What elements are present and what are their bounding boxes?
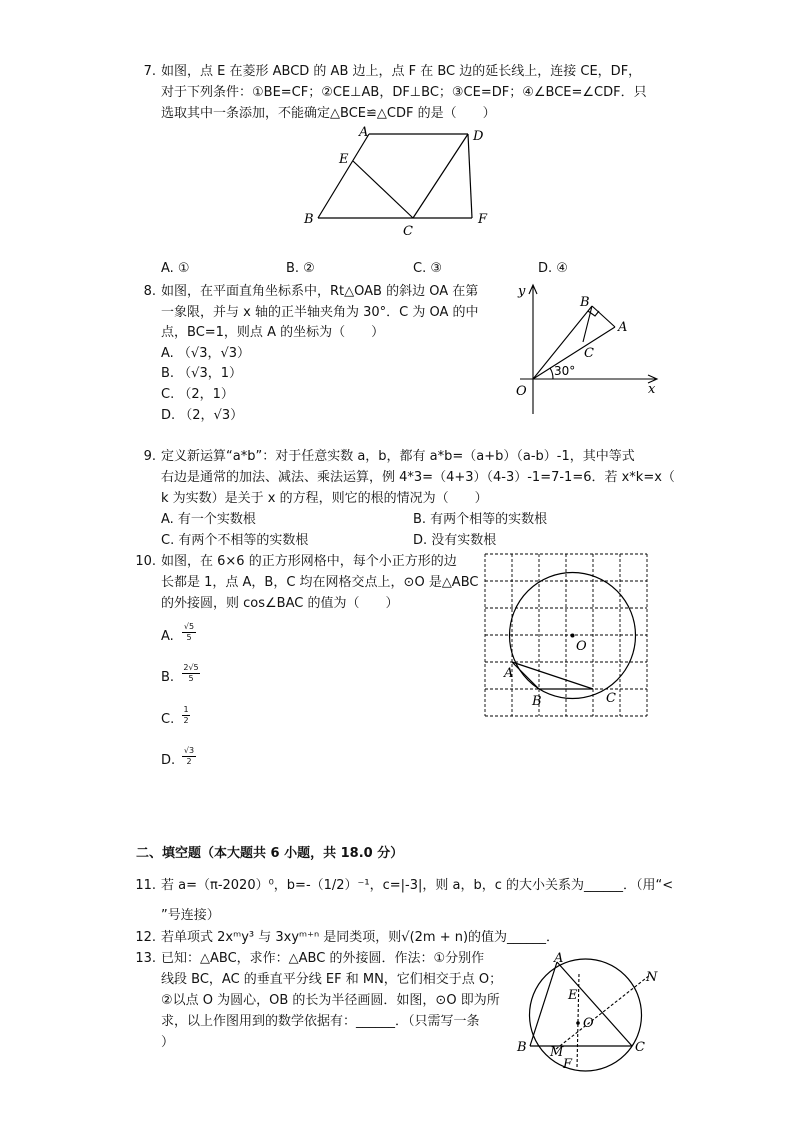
q13-label-M: M	[550, 1045, 564, 1060]
q9-line2: 右边是通常的加法、减法、乘法运算，例 4*3=（4+3）（4-3）-1=7-1=6．若 x*k=x（	[161, 470, 675, 485]
q13-line5: ）	[161, 1035, 175, 1050]
q8-number: 8.	[143, 284, 156, 299]
q8-label-O: O	[516, 384, 527, 399]
q10-option-d-letter: D.	[161, 753, 176, 768]
q12-line1: 若单项式 2xᵐy³ 与 3xyᵐ⁺ⁿ 是同类项，则√(2m + n)的值为______．	[161, 930, 560, 945]
q13-number: 13.	[135, 951, 156, 966]
q8-option-c: C. （2，1）	[161, 387, 234, 402]
q13-circumcircle-figure	[510, 948, 670, 1074]
q7-label-E: E	[339, 152, 349, 167]
q10-line3: 的外接圆，则 cos∠BAC 的值为（ ）	[161, 596, 399, 611]
q8-coordinate-figure	[508, 280, 668, 420]
q7-rhombus-figure	[296, 122, 506, 240]
q10-option-c-denominator: 2	[183, 716, 189, 725]
q13-label-B: B	[517, 1040, 527, 1055]
q7-line3: 选取其中一条添加，不能确定△BCE≌△CDF 的是（ ）	[161, 106, 496, 121]
q11-line2: ”号连接）	[161, 908, 220, 923]
q7-option-c: C. ③	[413, 261, 442, 276]
q8-line2: 一象限，并与 x 轴的正半轴夹角为 30°．C 为 OA 的中	[161, 305, 479, 320]
q8-label-y: y	[518, 284, 526, 299]
q13-line1: 已知：△ABC，求作：△ABC 的外接圆．作法：①分别作	[161, 951, 485, 966]
q11-number: 11.	[135, 878, 156, 893]
q13-line3: ②以点 O 为圆心，OB 的长为半径画圆．如图，⊙O 即为所	[161, 993, 500, 1008]
q7-label-D: D	[473, 129, 484, 144]
q10-line2: 长都是 1，点 A，B，C 均在网格交点上，⊙O 是△ABC	[161, 575, 479, 590]
q10-center-point	[571, 634, 575, 638]
q13-label-E: E	[568, 988, 578, 1003]
q8-line3: 点，BC=1，则点 A 的坐标为（ ）	[161, 325, 385, 340]
q8-option-a: A. （√3，√3）	[161, 346, 251, 361]
q10-option-d-denominator: 2	[186, 757, 192, 766]
q10-option-b-denominator: 5	[188, 674, 194, 683]
q10-label-B: B	[532, 694, 542, 709]
q13-line4: 求，以上作图用到的数学依据有：______．（只需写一条	[161, 1014, 480, 1029]
q13-line2: 线段 BC，AC 的垂直平分线 EF 和 MN，它们相交于点 O；	[161, 972, 503, 987]
q10-option-a-denominator: 5	[186, 633, 192, 642]
q10-grid-figure	[478, 550, 668, 725]
q12-number: 12.	[135, 930, 156, 945]
q8-option-d: D. （2，√3）	[161, 408, 244, 423]
q9-line3: k 为实数）是关于 x 的方程，则它的根的情况为（ ）	[161, 491, 488, 506]
q13-center-point	[576, 1021, 580, 1025]
q10-label-O: O	[576, 639, 587, 654]
q7-label-B: B	[304, 212, 314, 227]
q7-line2: 对于下列条件：①BE=CF；②CE⊥AB，DF⊥BC；③CE=DF；④∠BCE=∠CDF．只	[161, 85, 647, 100]
q13-perp-bisector-MN	[556, 975, 650, 1049]
q13-label-A: A	[554, 951, 564, 966]
q8-option-b: B. （√3，1）	[161, 366, 243, 381]
q10-option-d-numerator: √3	[183, 746, 195, 755]
q13-circle	[530, 959, 642, 1071]
q9-option-a: A. 有一个实数根	[161, 512, 256, 527]
q7-label-A: A	[359, 125, 369, 140]
q10-option-b-letter: B.	[161, 670, 175, 685]
q10-label-A: A	[504, 666, 514, 681]
q9-line1: 定义新运算“a*b”：对于任意实数 a，b，都有 a*b=（a+b）（a-b）-1，其中等式	[161, 449, 635, 464]
q10-label-C: C	[606, 691, 616, 706]
q8-label-B: B	[580, 295, 590, 310]
q13-label-C: C	[635, 1040, 645, 1055]
q7-option-b: B. ②	[286, 261, 315, 276]
q10-option-a-numerator: √5	[183, 622, 195, 631]
q8-angle-label: 30°	[554, 364, 576, 378]
q9-option-b: B. 有两个相等的实数根	[413, 512, 548, 527]
q13-label-O: O	[583, 1016, 594, 1031]
q10-number: 10.	[135, 554, 156, 569]
q7-option-d: D. ④	[538, 261, 568, 276]
q9-option-c: C. 有两个不相等的实数根	[161, 533, 309, 548]
q10-option-b-numerator: 2√5	[183, 663, 199, 672]
q11-line1: 若 a=（π-2020）⁰，b=-（1/2）⁻¹，c=|-3|，则 a，b，c 的大小关系为______．（用“<	[161, 878, 674, 893]
q8-line1: 如图，在平面直角坐标系中，Rt△OAB 的斜边 OA 在第	[161, 284, 479, 299]
q7-line1: 如图，点 E 在菱形 ABCD 的 AB 边上，点 F 在 BC 边的延长线上，连接 CE，DF，	[161, 64, 642, 79]
q8-label-C: C	[584, 346, 594, 361]
q7-option-a: A. ①	[161, 261, 190, 276]
q8-label-x: x	[648, 382, 656, 397]
q7-label-F: F	[478, 212, 488, 227]
q9-option-d: D. 没有实数根	[413, 533, 497, 548]
q7-label-C: C	[403, 224, 413, 239]
q10-option-c-letter: C.	[161, 712, 175, 727]
q10-line1: 如图，在 6×6 的正方形网格中，每个小正方形的边	[161, 554, 457, 569]
q13-label-N: N	[646, 970, 658, 985]
q7-number: 7.	[143, 64, 156, 79]
q13-label-F: F	[563, 1057, 573, 1072]
q10-option-c-numerator: 1	[183, 705, 189, 714]
q10-option-a-letter: A.	[161, 629, 174, 644]
q8-label-A: A	[618, 320, 628, 335]
q9-number: 9.	[143, 449, 156, 464]
section-2-heading: 二、填空题（本大题共 6 小题，共 18.0 分）	[136, 846, 404, 861]
